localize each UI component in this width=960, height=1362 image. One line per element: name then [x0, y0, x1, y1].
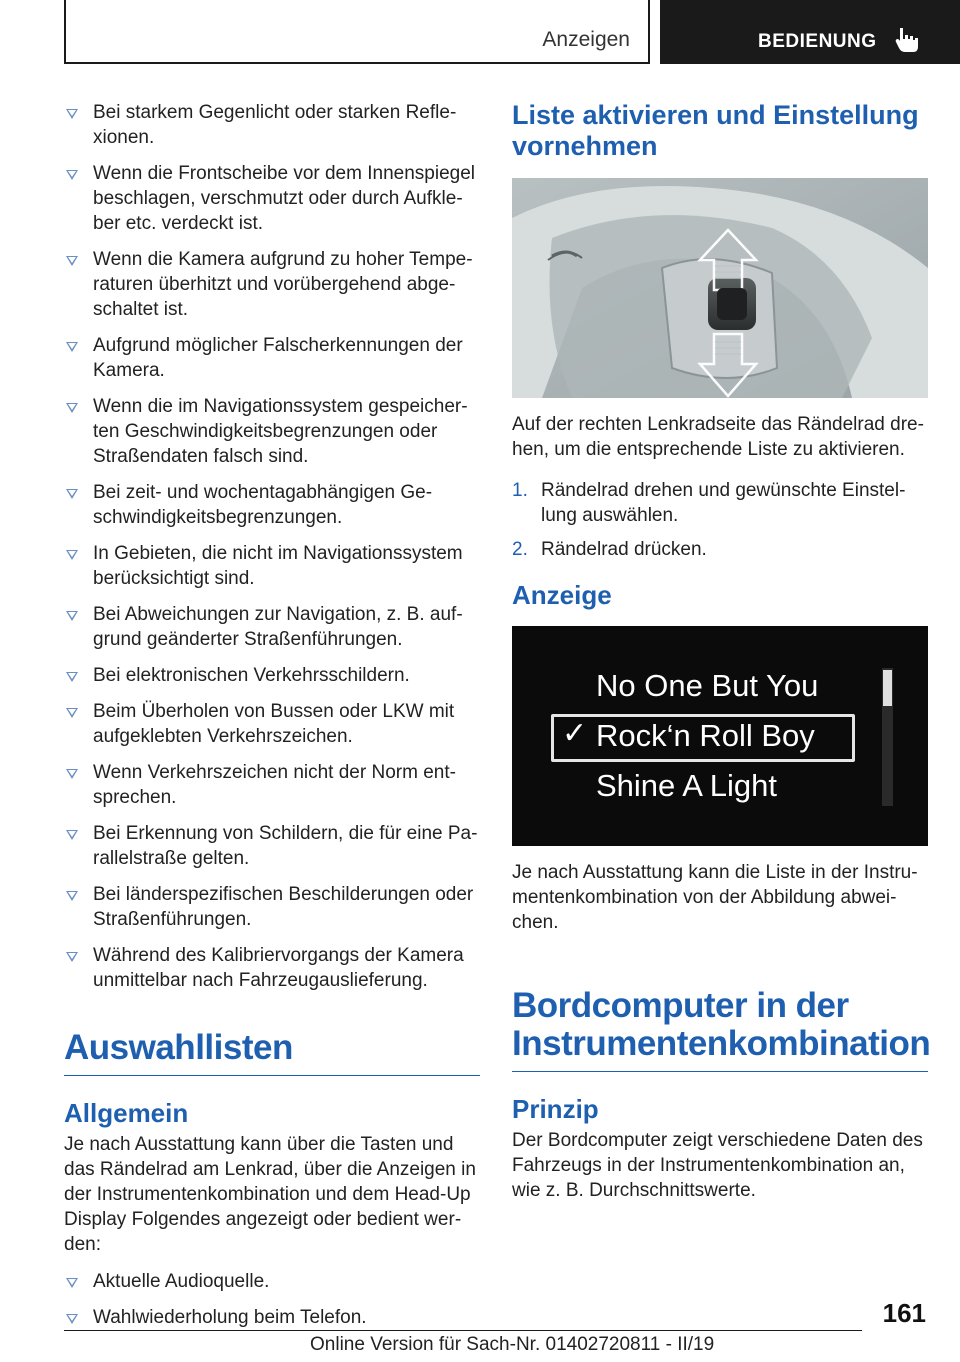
display-list-item: Shine A Light	[596, 768, 777, 803]
triangle-bullet-icon	[66, 170, 78, 180]
header-chapter-tab	[660, 0, 960, 64]
step-item: 2. Rändelrad drücken.	[512, 539, 707, 560]
display-caption: Je nach Ausstattung kann die Liste in der Instrumentenkombination von der Abbildung abweichen.	[512, 862, 918, 933]
triangle-bullet-icon	[66, 952, 78, 962]
figure-caption: Auf der rechten Lenkradseite das Rändelrad drehen, um die entsprechende Liste zu aktivieren.	[512, 414, 924, 460]
subsection-title-allgemein: Allgemein	[64, 1098, 189, 1128]
list-item: Bei Abweichungen zur Navigation, z. B. aufgrund geänderter Straßenführungen.	[64, 602, 480, 652]
list-item: Bei elektronischen Verkehrsschildern.	[64, 663, 480, 688]
section-title-bordcomputer: Bordcomputer in der Instrumentenkombination	[512, 987, 928, 1072]
list-item: Wenn die Kamera aufgrund zu hoher Temperaturen überhitzt und vorübergehend abgeschaltet ist.	[64, 247, 480, 322]
list-item: Bei Erkennung von Schildern, die für eine Parallelstraße gelten.	[64, 821, 480, 871]
triangle-bullet-icon	[66, 1278, 78, 1288]
list-item: Bei starkem Gegenlicht oder starken Reflexionen.	[64, 100, 480, 150]
header-section-tab	[64, 0, 650, 64]
triangle-bullet-icon	[66, 342, 78, 352]
heading-anzeige: Anzeige	[512, 580, 612, 610]
footer-divider	[64, 1330, 862, 1331]
intro-paragraph: Je nach Ausstattung kann über die Tasten und das Rändelrad am Lenkrad, über die Anzeigen in der Instrumentenkombination und dem Head-Up Display Folgendes angezeigt oder bedient werden:	[64, 1134, 476, 1255]
triangle-bullet-icon	[66, 769, 78, 779]
list-item: Aufgrund möglicher Falscherkennungen der Kamera.	[64, 333, 480, 383]
list-item: Während des Kalibriervorgangs der Kamera unmittelbar nach Fahrzeugauslieferung.	[64, 943, 480, 993]
triangle-bullet-icon	[66, 403, 78, 413]
pointing-hand-icon	[894, 26, 920, 54]
triangle-bullet-icon	[66, 550, 78, 560]
display-list-item: Rock‘n Roll Boy	[596, 718, 815, 753]
list-item: Wenn Verkehrszeichen nicht der Norm entsprechen.	[64, 760, 480, 810]
triangle-bullet-icon	[66, 891, 78, 901]
list-item: Wahlwiederholung beim Telefon.	[64, 1305, 480, 1330]
list-item: Wenn die im Navigationssystem gespeicherten Geschwindigkeitsbegrenzungen oder Straßendaten falsch sind.	[64, 394, 480, 469]
section-title-auswahllisten: Auswahllisten	[64, 1029, 480, 1076]
page-number: 161	[882, 1298, 926, 1328]
list-item: Bei länderspezifischen Beschilderungen oder Straßenführungen.	[64, 882, 480, 932]
triangle-bullet-icon	[66, 109, 78, 119]
list-item: Aktuelle Audioquelle.	[64, 1269, 480, 1294]
right-column	[512, 100, 931, 1203]
header-chapter-label: BEDIENUNG	[758, 31, 877, 52]
steering-wheel-thumbwheel-image	[512, 178, 928, 398]
list-item: Beim Überholen von Bussen oder LKW mit aufgeklebten Verkehrszeichen.	[64, 699, 480, 749]
display-image	[512, 626, 928, 846]
principle-paragraph: Der Bordcomputer zeigt verschiedene Daten des Fahrzeugs in der Instrumentenkombination an, wie z. B. Durchschnittswerte.	[512, 1130, 923, 1201]
list-item: Wenn die Frontscheibe vor dem Innenspiegel beschlagen, verschmutzt oder durch Aufkleber etc. verdeckt ist.	[64, 161, 480, 236]
header-section-label: Anzeigen	[542, 28, 630, 51]
triangle-bullet-icon	[66, 489, 78, 499]
steps-list	[512, 478, 928, 562]
step-item: 1. Rändelrad drehen und gewünschte Einstellung auswählen.	[512, 480, 906, 526]
display-list-item: No One But You	[596, 668, 819, 703]
checkmark-icon: ✓	[562, 717, 588, 750]
triangle-bullet-icon	[66, 1314, 78, 1324]
triangle-bullet-icon	[66, 611, 78, 621]
limitations-list	[64, 100, 480, 993]
heading-liste-aktivieren: Liste aktivieren und Einstellung vornehmen	[512, 100, 919, 161]
triangle-bullet-icon	[66, 672, 78, 682]
left-column	[64, 100, 480, 1341]
list-item: Bei zeit- und wochentagabhängigen Geschwindigkeitsbegrenzungen.	[64, 480, 480, 530]
triangle-bullet-icon	[66, 830, 78, 840]
triangle-bullet-icon	[66, 256, 78, 266]
subsection-title-prinzip: Prinzip	[512, 1094, 599, 1124]
selection-list	[64, 1269, 480, 1330]
footer-online-version: Online Version für Sach-Nr. 01402720811 - II/19	[310, 1334, 715, 1355]
list-item: In Gebieten, die nicht im Navigationssystem berücksichtigt sind.	[64, 541, 480, 591]
triangle-bullet-icon	[66, 708, 78, 718]
scrollbar-thumb	[883, 670, 892, 706]
